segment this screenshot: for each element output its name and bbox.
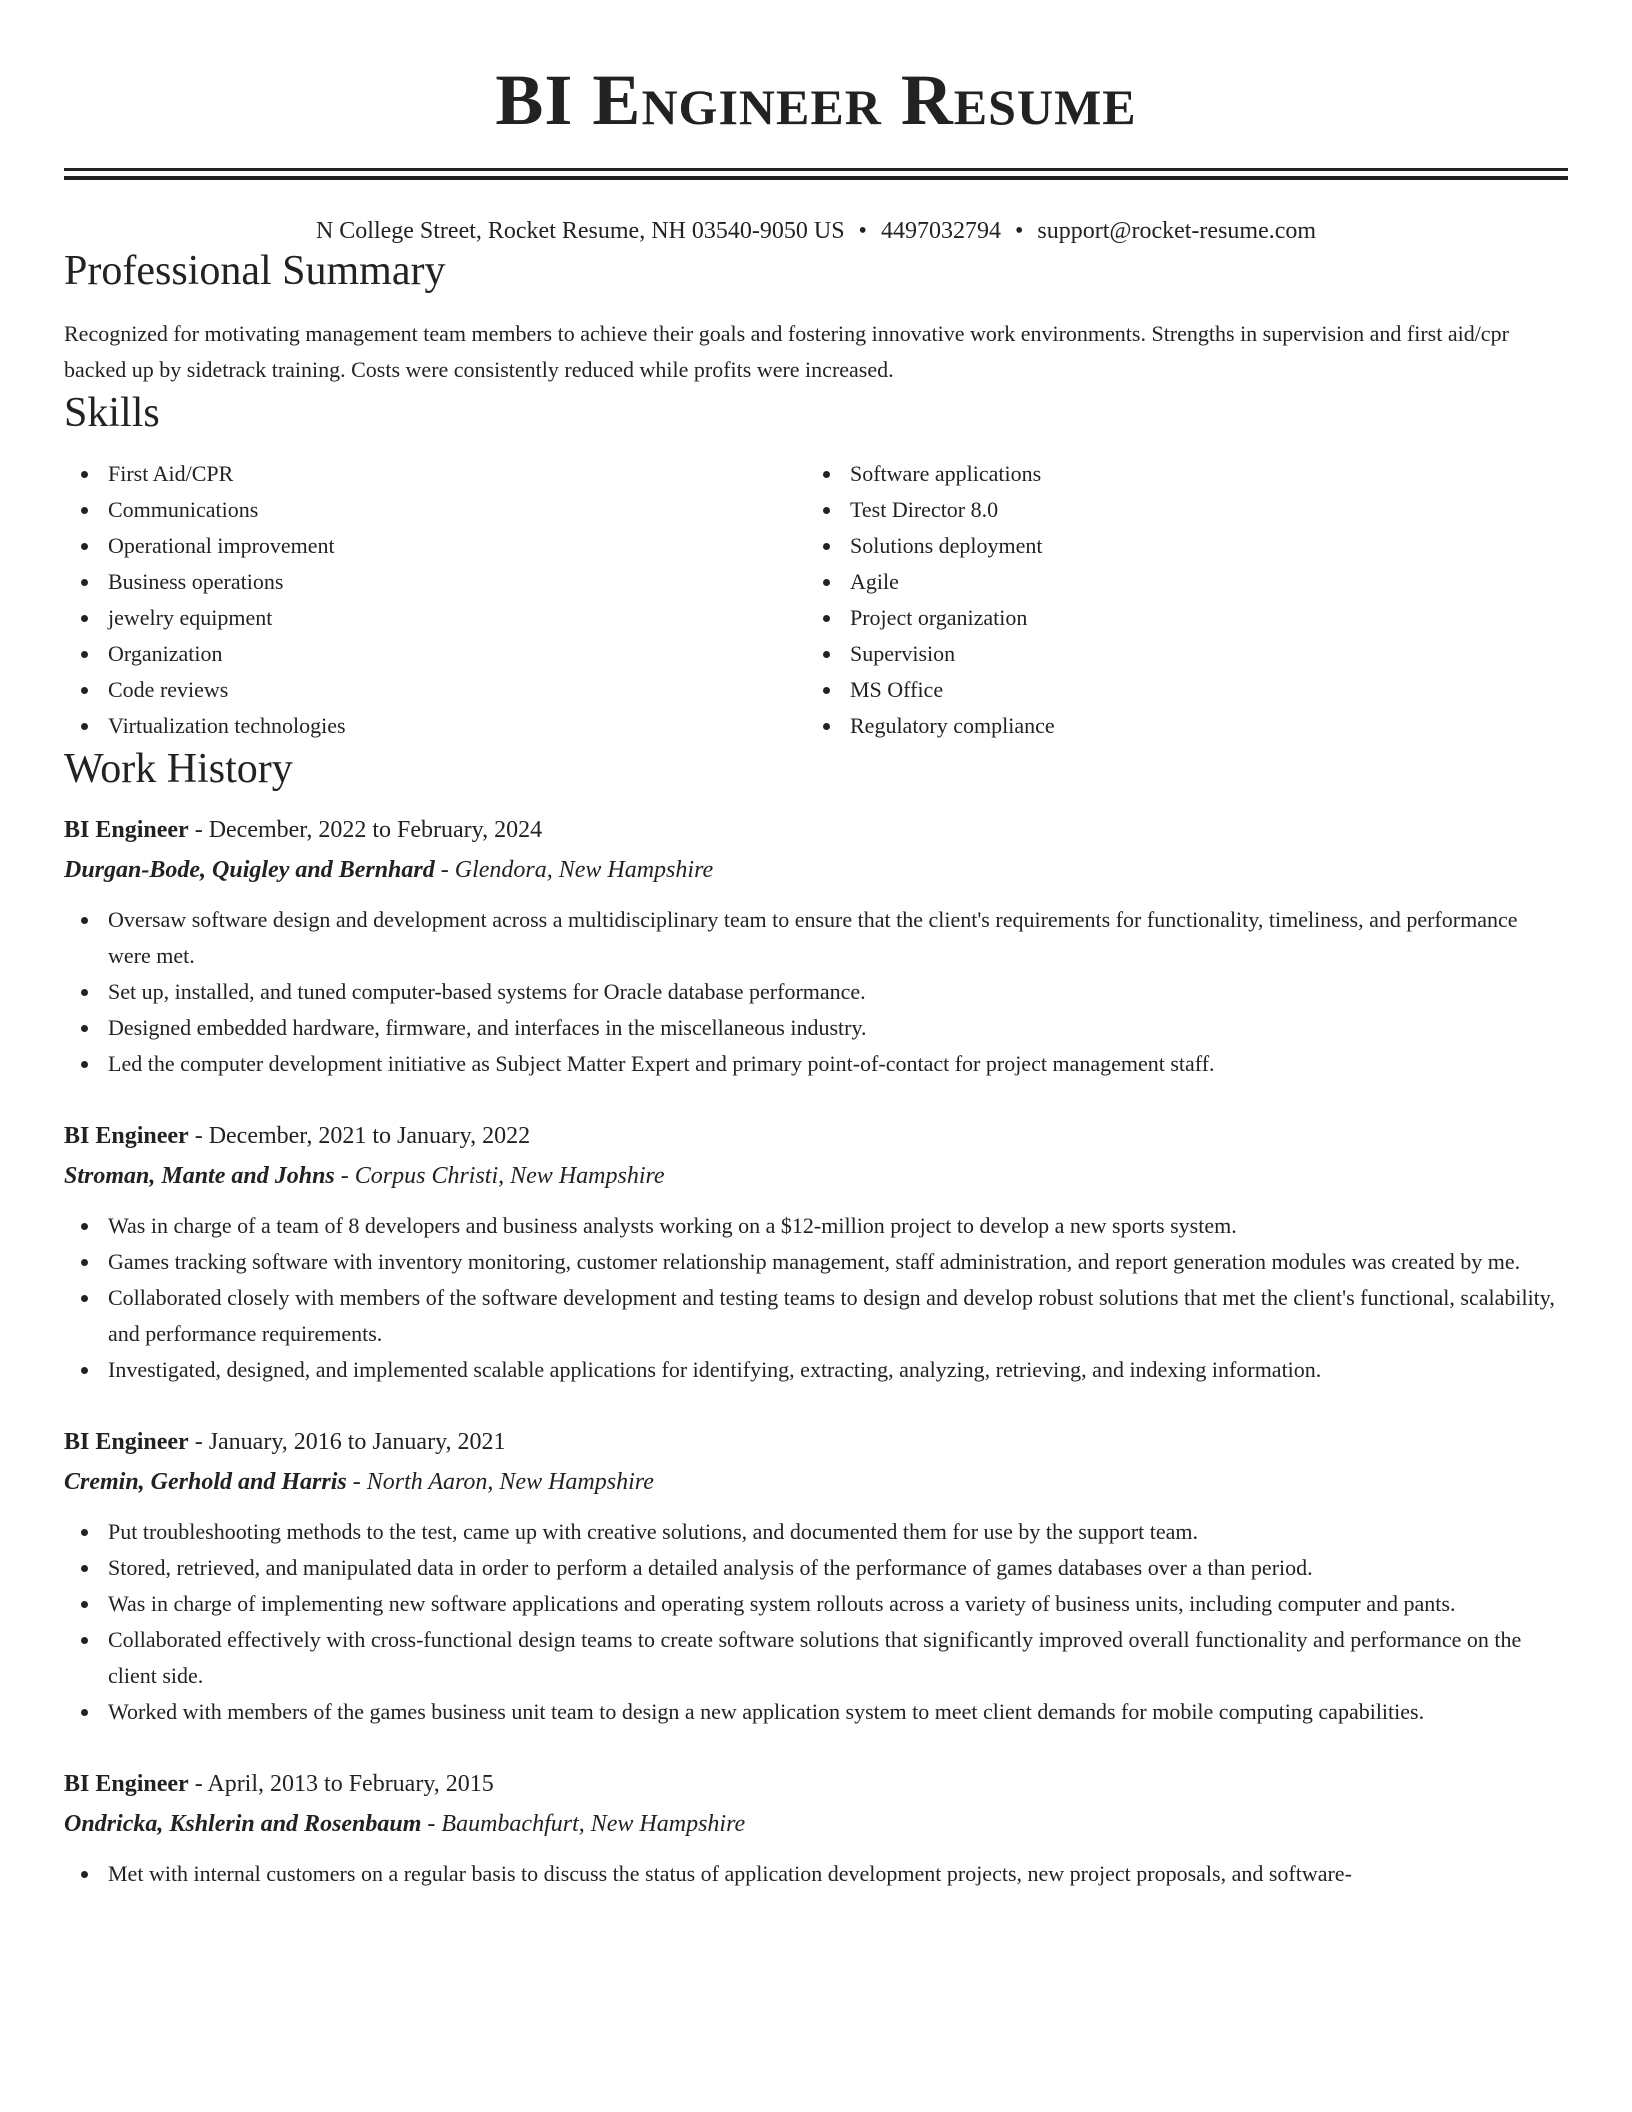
- contact-email: support@rocket-resume.com: [1037, 218, 1317, 244]
- job-bullet: Stored, retrieved, and manipulated data in order to perform a detailed analysis of the performance of games databases over a than period.: [64, 1550, 1568, 1586]
- job-bullet: Was in charge of implementing new software applications and operating system rollouts across a variety of business units, including computer and pants.: [64, 1586, 1568, 1622]
- job-title-line: BI Engineer - April, 2013 to February, 2015: [64, 1771, 494, 1797]
- job-bullets: [64, 902, 1568, 1082]
- job-title: BI Engineer: [64, 1771, 189, 1797]
- job-dates: January, 2016 to January, 2021: [208, 1429, 506, 1455]
- skills-column-right: [806, 456, 1548, 744]
- job-entry: [64, 1764, 1568, 1892]
- job-title: BI Engineer: [64, 1123, 189, 1149]
- contact-address: N College Street, Rocket Resume, NH 03540-9050 US: [315, 218, 845, 244]
- resume-title: BI Engineer Resume: [495, 60, 1137, 140]
- skill-item: Virtualization technologies: [64, 708, 806, 744]
- job-title: BI Engineer: [64, 1429, 189, 1455]
- job-bullet: Met with internal customers on a regular basis to discuss the status of application development projects, new project proposals, and software-: [64, 1856, 1568, 1892]
- job-bullets: [64, 1514, 1568, 1730]
- job-company-line: Ondricka, Kshlerin and Rosenbaum - Baumbachfurt, New Hampshire: [64, 1811, 746, 1837]
- job-bullets: [64, 1856, 1568, 1892]
- job-company: Stroman, Mante and Johns: [64, 1163, 335, 1189]
- job-dates: April, 2013 to February, 2015: [207, 1771, 494, 1797]
- job-company: Durgan-Bode, Quigley and Bernhard: [64, 857, 435, 883]
- job-location: Corpus Christi, New Hampshire: [354, 1163, 665, 1189]
- job-entry: [64, 810, 1568, 1082]
- skill-item: Supervision: [806, 636, 1548, 672]
- job-bullet: Led the computer development initiative as Subject Matter Expert and primary point-of-contact for project management staff.: [64, 1046, 1568, 1082]
- job-title-line: BI Engineer - December, 2021 to January, 2022: [64, 1123, 531, 1149]
- skill-item: Test Director 8.0: [806, 492, 1548, 528]
- job-bullet: Collaborated closely with members of the software development and testing teams to design and develop robust solutions that met the client's functional, scalability, and performance requirements.: [64, 1280, 1568, 1352]
- skill-item: Agile: [806, 564, 1548, 600]
- job-bullet: Put troubleshooting methods to the test, came up with creative solutions, and documented them for use by the support team.: [64, 1514, 1568, 1550]
- job-entry: [64, 1422, 1568, 1730]
- job-dates: December, 2022 to February, 2024: [208, 817, 543, 843]
- job-bullet: Investigated, designed, and implemented scalable applications for identifying, extracting, analyzing, retrieving, and indexing information.: [64, 1352, 1568, 1388]
- skill-item: Software applications: [806, 456, 1548, 492]
- contact-separator: •: [1014, 218, 1024, 244]
- job-title-line: BI Engineer - January, 2016 to January, 2021: [64, 1429, 506, 1455]
- summary-text: Recognized for motivating management team members to achieve their goals and fostering innovative work environments. Strengths in supervision and first aid/cpr backed up by sidetrack training. Costs were consistently reduced while profits were increased.: [64, 321, 1509, 382]
- contact-separator: •: [858, 218, 867, 244]
- job-bullet: Designed embedded hardware, firmware, and interfaces in the miscellaneous industry.: [64, 1010, 1568, 1046]
- job-bullets: [64, 1208, 1568, 1388]
- skill-item: Operational improvement: [64, 528, 806, 564]
- job-bullet: Was in charge of a team of 8 developers and business analysts working on a $12-million project to develop a new sports system.: [64, 1208, 1568, 1244]
- contact-line: [64, 216, 1568, 246]
- job-company: Ondricka, Kshlerin and Rosenbaum: [64, 1811, 422, 1837]
- job-bullet: Collaborated effectively with cross-functional design teams to create software solutions that significantly improved overall functionality and performance on the client side.: [64, 1622, 1568, 1694]
- title-rule-bottom: [64, 176, 1568, 180]
- contact-phone: 4497032794: [880, 218, 1001, 244]
- job-company-line: Stroman, Mante and Johns - Corpus Christi, New Hampshire: [64, 1163, 665, 1189]
- job-bullet: Games tracking software with inventory monitoring, customer relationship management, staff administration, and report generation modules was created by me.: [64, 1244, 1568, 1280]
- skill-item: Organization: [64, 636, 806, 672]
- job-location: Baumbachfurt, New Hampshire: [441, 1811, 746, 1837]
- job-location: North Aaron, New Hampshire: [366, 1469, 654, 1495]
- skill-item: Regulatory compliance: [806, 708, 1548, 744]
- skill-item: MS Office: [806, 672, 1548, 708]
- job-entry: [64, 1116, 1568, 1388]
- job-bullet: Set up, installed, and tuned computer-based systems for Oracle database performance.: [64, 974, 1568, 1010]
- skill-item: First Aid/CPR: [64, 456, 806, 492]
- skills-column-left: [64, 456, 806, 744]
- skill-item: Communications: [64, 492, 806, 528]
- skills-list: [64, 456, 1568, 744]
- job-company: Cremin, Gerhold and Harris: [64, 1469, 347, 1495]
- summary-heading: Professional Summary: [64, 248, 446, 294]
- skill-item: Business operations: [64, 564, 806, 600]
- job-dates: December, 2021 to January, 2022: [208, 1123, 531, 1149]
- job-title-line: BI Engineer - December, 2022 to February, 2024: [64, 817, 543, 843]
- job-bullet: Oversaw software design and development across a multidisciplinary team to ensure that the client's requirements for functionality, timeliness, and performance were met.: [64, 902, 1568, 974]
- skill-item: jewelry equipment: [64, 600, 806, 636]
- job-title: BI Engineer: [64, 817, 189, 843]
- job-company-line: Cremin, Gerhold and Harris - North Aaron, New Hampshire: [64, 1469, 654, 1495]
- work-history-heading: Work History: [64, 746, 293, 792]
- skill-item: Code reviews: [64, 672, 806, 708]
- resume-page: [64, 0, 1568, 1892]
- title-rule-top: [64, 168, 1568, 171]
- job-company-line: Durgan-Bode, Quigley and Bernhard - Glendora, New Hampshire: [64, 857, 714, 883]
- skill-item: Solutions deployment: [806, 528, 1548, 564]
- job-bullet: Worked with members of the games business unit team to design a new application system to meet client demands for mobile computing capabilities.: [64, 1694, 1568, 1730]
- skills-heading: Skills: [64, 390, 160, 436]
- skill-item: Project organization: [806, 600, 1548, 636]
- job-location: Glendora, New Hampshire: [454, 857, 714, 883]
